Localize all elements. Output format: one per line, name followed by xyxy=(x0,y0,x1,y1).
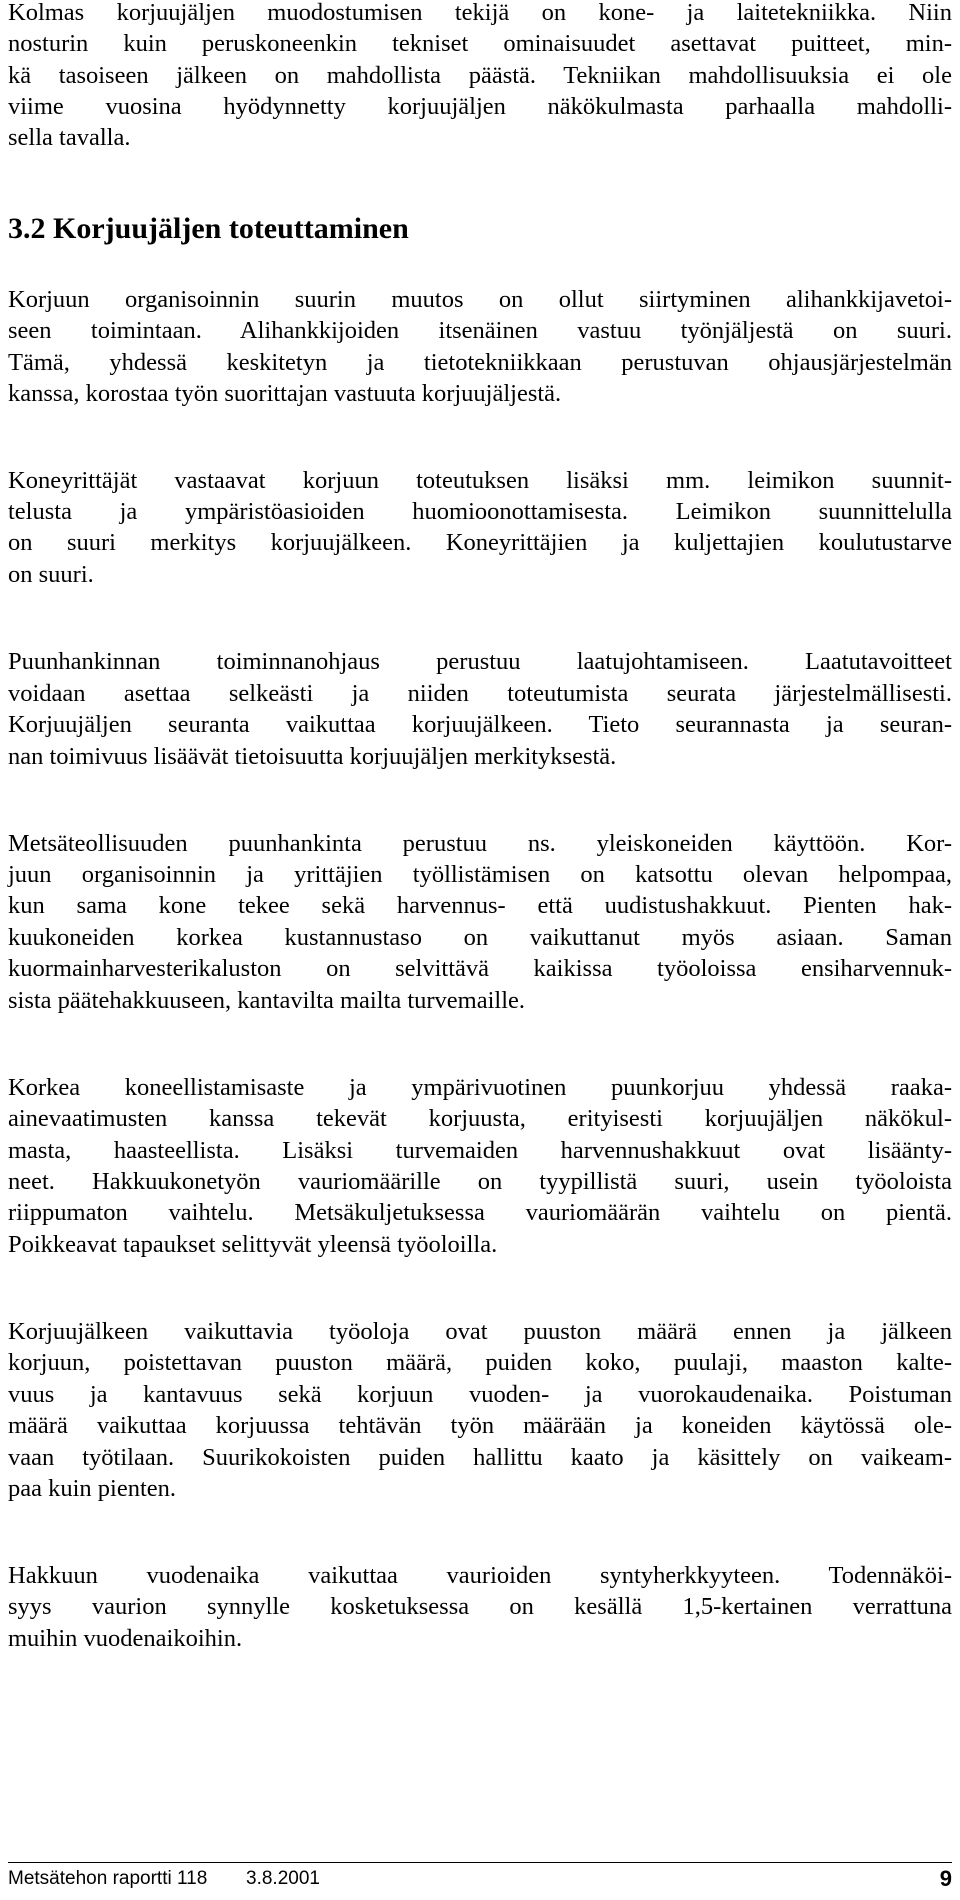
text-line: syys vaurion synnylle kosketuksessa on kesällä 1,5-kertainen verrattuna xyxy=(8,1593,952,1620)
footer-divider xyxy=(8,1862,952,1863)
footer-publication: Metsätehon raportti 118 xyxy=(8,1868,208,1889)
text-line: neet. Hakkuukonetyön vauriomäärille on tyypillistä suuri, usein työoloista xyxy=(8,1168,952,1195)
text-line: muihin vuodenaikoihin. xyxy=(8,1625,243,1652)
text-line: Kolmas korjuujäljen muodostumisen tekijä on kone- ja laitetekniikka. Niin xyxy=(8,0,952,26)
text-line: voidaan asettaa selkeästi ja niiden toteutumista seurata järjestelmällisesti. xyxy=(8,680,952,707)
text-line: Hakkuun vuodenaika vaikuttaa vaurioiden syntyherkkyyteen. Todennäköi- xyxy=(8,1562,952,1589)
text-line: juun organisoinnin ja yrittäjien työllistämisen on katsottu olevan helpompaa, xyxy=(8,861,952,888)
text-line: määrä vaikuttaa korjuussa tehtävän työn määrään ja koneiden käytössä ole- xyxy=(8,1412,952,1439)
text-line: kuormainharvesterikaluston on selvittävä kaikissa työoloissa ensiharvennuk- xyxy=(8,955,952,982)
text-line: on suuri. xyxy=(8,561,94,588)
text-line: ainevaatimusten kanssa tekevät korjuusta, erityisesti korjuujäljen näkökul- xyxy=(8,1105,952,1132)
text-line: on suuri merkitys korjuujälkeen. Koneyrittäjien ja kuljettajien koulutustarve xyxy=(8,529,952,556)
footer-date: 3.8.2001 xyxy=(246,1868,320,1889)
text-line: korjuun, poistettavan puuston määrä, puiden koko, puulaji, maaston kalte- xyxy=(8,1349,952,1376)
text-line: Korjuujäljen seuranta vaikuttaa korjuujälkeen. Tieto seurannasta ja seuran- xyxy=(8,711,952,738)
text-line: Puunhankinnan toiminnanohjaus perustuu laatujohtamiseen. Laatutavoitteet xyxy=(8,648,952,675)
text-line: kuukoneiden korkea kustannustaso on vaikuttanut myös asiaan. Saman xyxy=(8,924,952,951)
text-line: Korjuun organisoinnin suurin muutos on ollut siirtyminen alihankkijavetoi- xyxy=(8,286,952,313)
text-line: kanssa, korostaa työn suorittajan vastuuta korjuujäljestä. xyxy=(8,380,562,407)
text-line: Koneyrittäjät vastaavat korjuun toteutuksen lisäksi mm. leimikon suunnit- xyxy=(8,467,952,494)
text-line: nan toimivuus lisäävät tietoisuutta korjuujäljen merkityksestä. xyxy=(8,743,617,770)
text-line: masta, haasteellista. Lisäksi turvemaiden harvennushakkuut ovat lisäänty- xyxy=(8,1137,952,1164)
text-line: Poikkeavat tapaukset selittyvät yleensä työoloilla. xyxy=(8,1231,498,1258)
section-heading: 3.2 Korjuujäljen toteuttaminen xyxy=(8,212,409,245)
text-line: Metsäteollisuuden puunhankinta perustuu ns. yleiskoneiden käyttöön. Kor- xyxy=(8,830,952,857)
text-line: kun sama kone tekee sekä harvennus- että uudistushakkuut. Pienten hak- xyxy=(8,892,952,919)
text-line: Korkea koneellistamisaste ja ympärivuotinen puunkorjuu yhdessä raaka- xyxy=(8,1074,952,1101)
text-line: Tämä, yhdessä keskitetyn ja tietotekniikkaan perustuvan ohjausjärjestelmän xyxy=(8,349,952,376)
text-line: viime vuosina hyödynnetty korjuujäljen näkökulmasta parhaalla mahdolli- xyxy=(8,93,952,120)
text-line: vuus ja kantavuus sekä korjuun vuoden- ja vuorokaudenaika. Poistuman xyxy=(8,1381,952,1408)
text-line: paa kuin pienten. xyxy=(8,1475,177,1502)
page-number: 9 xyxy=(939,1866,952,1891)
text-line: riippumaton vaihtelu. Metsäkuljetuksessa vauriomäärän vaihtelu on pientä. xyxy=(8,1199,952,1226)
text-line: seen toimintaan. Alihankkijoiden itsenäinen vastuu työnjäljestä on suuri. xyxy=(8,317,952,344)
text-line: kä tasoiseen jälkeen on mahdollista päästä. Tekniikan mahdollisuuksia ei ole xyxy=(8,62,952,89)
text-line: sella tavalla. xyxy=(8,124,131,151)
text-line: telusta ja ympäristöasioiden huomioonottamisesta. Leimikon suunnittelulla xyxy=(8,498,952,525)
text-line: nosturin kuin peruskoneenkin tekniset ominaisuudet asettavat puitteet, min- xyxy=(8,30,952,57)
text-line: vaan työtilaan. Suurikokoisten puiden hallittu kaato ja käsittely on vaikeam- xyxy=(8,1444,952,1471)
text-line: Korjuujälkeen vaikuttavia työoloja ovat puuston määrä ennen ja jälkeen xyxy=(8,1318,952,1345)
text-line: sista päätehakkuuseen, kantavilta mailta turvemaille. xyxy=(8,987,526,1014)
